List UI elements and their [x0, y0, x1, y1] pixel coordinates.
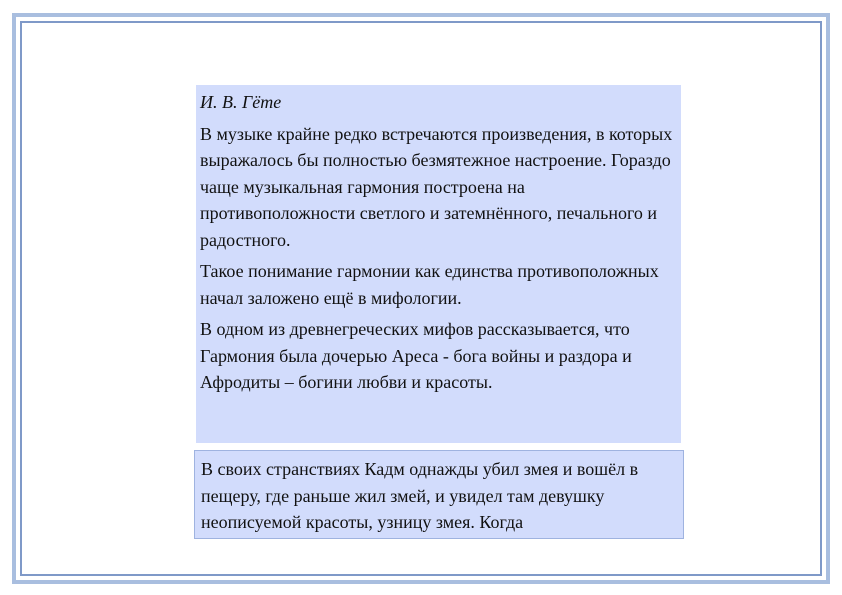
author-name: И. В. Гёте	[200, 92, 282, 112]
continuation-paragraph: В своих странствиях Кадм однажды убил змея и вошёл в пещеру, где раньше жил змей, и увидел там девушку неописуемой красоты, узницу змея. Когда	[201, 459, 639, 532]
paragraph-1: В музыке крайне редко встречаются произведения, в которых выражалось бы полностью безмятежное настроение. Гораздо чаще музыкальная гармония построена на противоположности светлого и затемнённого, печального и радостного.	[200, 123, 673, 250]
continuation-text-box	[194, 450, 684, 539]
paragraph-3: В одном из древнегреческих мифов рассказывается, что Гармония была дочерью Ареса - бога войны и раздора и Афродиты – богини любви и красоты.	[200, 319, 632, 392]
paragraph-2: Такое понимание гармонии как единства противоположных начал заложено ещё в мифологии.	[200, 261, 659, 308]
quote-text-box	[196, 85, 681, 443]
